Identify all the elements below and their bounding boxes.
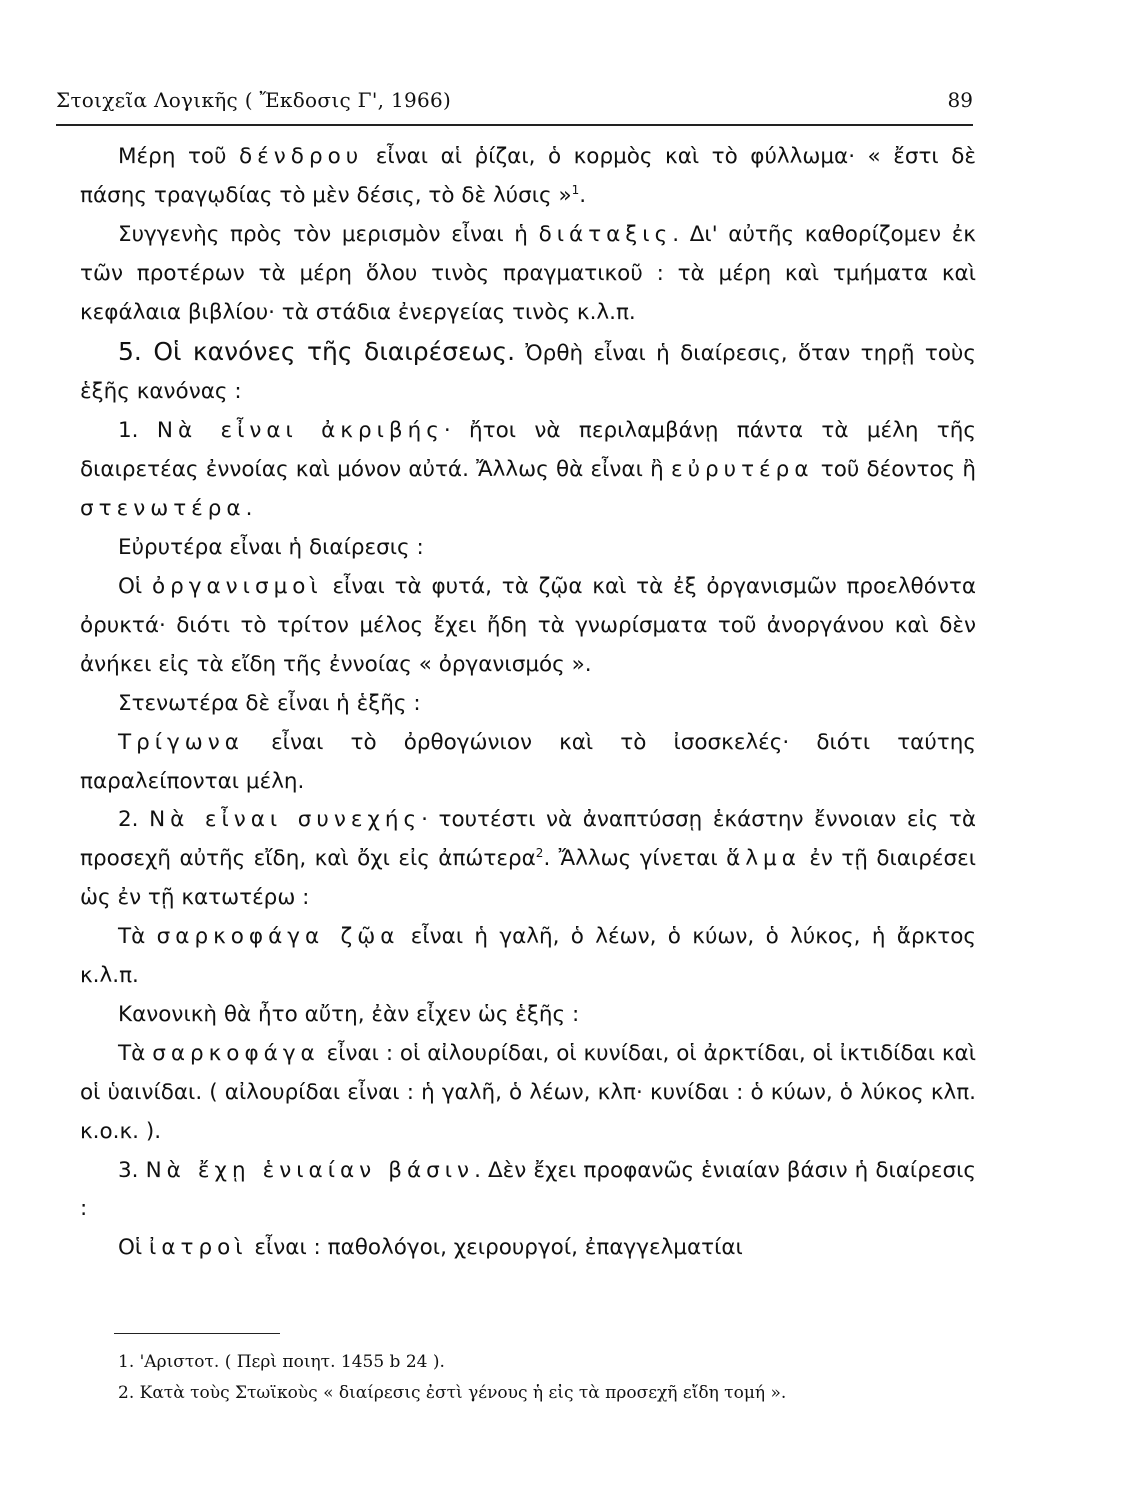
spaced-term: ἅλμα (726, 846, 801, 872)
paragraph-triangles: Τρίγωνα εἶναι τὸ ὀρθογώνιον καὶ τὸ ἰσοσκελές· διότι ταύτης παραλείπονται μέλη. (80, 729, 976, 794)
paragraph-rule-2: 2. Νὰ εἶναι συνεχής· τουτέστι νὰ ἀναπτύσσῃ ἑκάστην ἔννοιαν εἰς τὰ προσεχῆ αὐτῆς εἴδη, καὶ ὄχι εἰς ἀπώτερα$^2$. Ἄλλως γίνεται ἅλμα ἐν τῇ διαιρέσει ὡς ἐν τῇ κατωτέρω : (80, 807, 976, 911)
spaced-term: Νὰ εἶναι ἀκριβής (156, 418, 444, 444)
body-text (80, 138, 976, 1268)
spaced-term: σαρκοφάγα ζῷα (156, 924, 400, 950)
paragraph-rules-of-division: 5. Οἱ κανόνες τῆς διαιρέσεως. Ὀρθὴ εἶναι ἡ διαίρεσις, ὅταν τηρῇ τοὺς ἑξῆς κανόνας : (80, 336, 976, 405)
spaced-term: ἰατροὶ (149, 1235, 248, 1261)
spaced-term: εὐρυτέρα (670, 457, 814, 483)
footnote-ref-1: 1 (571, 182, 580, 197)
paragraph-narrower-division: Στενωτέρα δὲ εἶναι ἡ ἑξῆς : (118, 690, 421, 716)
spaced-term: Τρίγωνα (118, 729, 244, 755)
paragraph-arrangement: Συγγενὴς πρὸς τὸν μερισμὸν εἶναι ἡ διάταξις. Δι' αὐτῆς καθορίζομεν ἐκ τῶν προτέρων τὰ μέρη ὅλου τινὸς πραγματικοῦ : τὰ μέρη καὶ τμήματα καὶ κεφάλαια βιβλίου· τὰ στάδια ἐνεργείας τινὸς κ.λ.π. (80, 221, 976, 325)
spaced-term: ὀργανισμοὶ (151, 573, 323, 599)
spaced-term: διάταξις (538, 221, 673, 247)
footnotes (118, 1347, 978, 1409)
paragraph-carnivores: Τὰ σαρκοφάγα ζῷα εἶναι ἡ γαλῆ, ὁ λέων, ὁ κύων, ὁ λύκος, ἡ ἄρκτος κ.λ.π. (80, 924, 977, 989)
footnote-2: 2. Κατὰ τοὺς Στωϊκοὺς « διαίρεσις ἐστὶ γένους ἡ εἰς τὰ προσεχῆ εἴδη τομή ». (118, 1383, 787, 1403)
paragraph-carnivore-families: Τὰ σαρκοφάγα εἶναι : οἱ αἰλουρίδαι, οἱ κυνίδαι, οἱ ἀρκτίδαι, οἱ ἰκτιδίδαι καὶ οἱ ὑαινίδαι. ( αἰλουρίδαι εἶναι : ἡ γαλῆ, ὁ λέων, κλπ· κυνίδαι : ὁ κύων, ὁ λύκος κλπ. κ.ο.κ. ). (80, 1040, 976, 1144)
page-header (56, 88, 973, 126)
page-number: 89 (947, 88, 973, 112)
paragraph-rule-3: 3. Νὰ ἔχῃ ἑνιαίαν βάσιν. Δὲν ἔχει προφανῶς ἑνιαίαν βάσιν ἡ διαίρεσις : (80, 1157, 976, 1222)
paragraph-wider-division: Εὐρυτέρα εἶναι ἡ διαίρεσις : (118, 535, 424, 561)
spaced-term: Νὰ ἔχῃ ἑνιαίαν βάσιν (145, 1157, 475, 1183)
running-head: Στοιχεῖα Λογικῆς ( Ἔκδοσις Γ', 1966) (56, 88, 452, 112)
footnote-ref-2: 2 (535, 846, 544, 861)
spaced-term: σαρκοφάγα (152, 1040, 320, 1066)
spaced-term: Νὰ εἶναι συνεχής (149, 807, 422, 833)
section-heading: 5. Οἱ κανόνες τῆς διαιρέσεως. (118, 336, 516, 366)
paragraph-organisms: Οἱ ὀργανισμοὶ εἶναι τὰ φυτά, τὰ ζῷα καὶ τὰ ἐξ ὀργανισμῶν προελθόντα ὀρυκτά· διότι τὸ τρίτον μέλος ἔχει ἤδη τὰ γνωρίσματα τοῦ ἀνοργάνου καὶ δὲν ἀνήκει εἰς τὰ εἴδη τῆς ἐννοίας « ὀργανισμός ». (80, 573, 976, 677)
footnote-1: 1. 'Αριστοτ. ( Περὶ ποιητ. 1455 b 24 ). (118, 1352, 445, 1372)
paragraph-tree-parts: Μέρη τοῦ δένδρου εἶναι αἱ ῥίζαι, ὁ κορμὸς καὶ τὸ φύλλωμα· « ἔστι δὲ πάσης τραγῳδίας τὸ μὲν δέσις, τὸ δὲ λύσις »$^1$. (80, 144, 976, 208)
spaced-term: δένδρου (239, 144, 364, 169)
paragraph-rule-1: 1. Νὰ εἶναι ἀκριβής· ἤτοι νὰ περιλαμβάνῃ πάντα τὰ μέλη τῆς διαιρετέας ἐννοίας καὶ μόνον αὐτά. Ἄλλως θὰ εἶναι ἢ εὐρυτέρα τοῦ δέοντος ἢ στενωτέρα. (80, 418, 977, 522)
paragraph-canonical: Κανονικὴ θὰ ἦτο αὔτη, ἐὰν εἶχεν ὡς ἑξῆς : (118, 1001, 580, 1027)
paragraph-doctors: Οἱ ἰατροὶ εἶναι : παθολόγοι, χειρουργοί, ἐπαγγελματίαι (118, 1235, 743, 1261)
spaced-term: στενωτέρα (80, 496, 246, 522)
footnote-divider (114, 1333, 280, 1334)
